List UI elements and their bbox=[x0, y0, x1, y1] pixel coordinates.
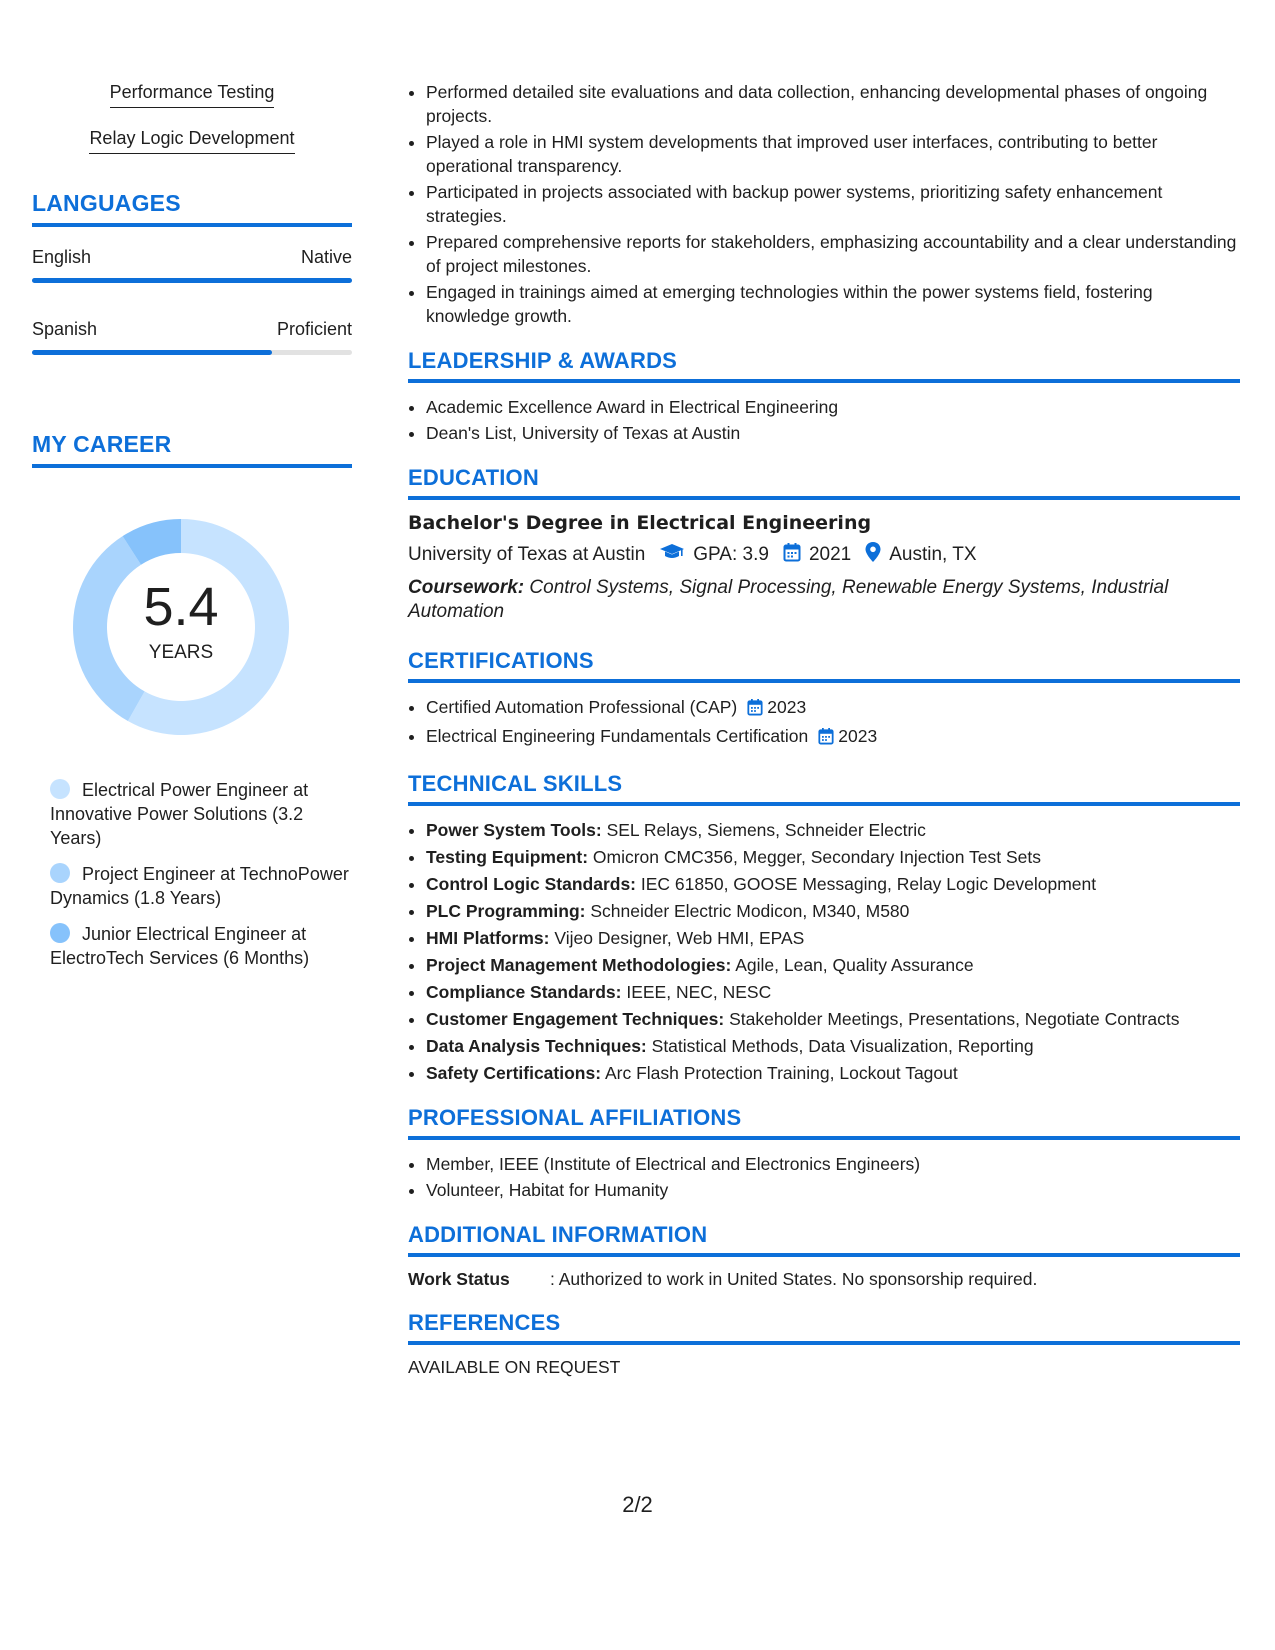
affiliation-item: • Member, IEEE (Institute of Electrical and Electronics Engineers) bbox=[426, 1152, 1240, 1176]
language-name: Spanish bbox=[32, 319, 98, 339]
skill-item: • Control Logic Standards: IEC 61850, GOOSE Messaging, Relay Logic Development bbox=[426, 872, 1240, 896]
main-column bbox=[408, 80, 1240, 1378]
work-status-row bbox=[408, 1269, 1240, 1290]
education-details bbox=[408, 542, 1240, 568]
skill-item: • Power System Tools: SEL Relays, Siemens, Schneider Electric bbox=[426, 818, 1240, 842]
career-dot-icon bbox=[50, 779, 70, 799]
experience-bullet: • Prepared comprehensive reports for stakeholders, emphasizing accountability and a clear understanding of project milestones. bbox=[426, 230, 1240, 278]
certification-item: • Certified Automation Professional (CAP) 2023 bbox=[426, 695, 1240, 722]
calendar-icon bbox=[818, 727, 834, 751]
career-item: Junior Electrical Engineer at ElectroTech Services (6 Months) bbox=[50, 924, 310, 968]
experience-bullet: • Engaged in trainings aimed at emerging technologies within the power systems field, fostering knowledge growth. bbox=[426, 280, 1240, 328]
skill-item: • Testing Equipment: Omicron CMC356, Megger, Secondary Injection Test Sets bbox=[426, 845, 1240, 869]
work-status-value: : Authorized to work in United States. No sponsorship required. bbox=[550, 1269, 1038, 1289]
gpa: GPA: 3.9 bbox=[693, 544, 769, 565]
language-item bbox=[32, 247, 352, 283]
calendar-icon bbox=[747, 698, 763, 722]
skills-list bbox=[408, 818, 1240, 1085]
certification-item: • Electrical Engineering Fundamentals Certification 2023 bbox=[426, 724, 1240, 751]
language-proficiency-fill bbox=[32, 278, 352, 283]
skill-item: • Data Analysis Techniques: Statistical Methods, Data Visualization, Reporting bbox=[426, 1034, 1240, 1058]
leadership-list bbox=[408, 395, 1240, 445]
languages-heading: LANGUAGES bbox=[32, 190, 352, 227]
coursework: Coursework: Control Systems, Signal Processing, Renewable Energy Systems, Industrial Automation bbox=[408, 577, 1169, 622]
certification-year: 2023 bbox=[838, 726, 878, 746]
affiliation-item: • Volunteer, Habitat for Humanity bbox=[426, 1178, 1240, 1202]
skill-item: • Safety Certifications: Arc Flash Protection Training, Lockout Tagout bbox=[426, 1061, 1240, 1085]
language-name: English bbox=[32, 247, 92, 267]
career-total-unit: YEARS bbox=[148, 642, 214, 663]
leadership-item: • Dean's List, University of Texas at Austin bbox=[426, 421, 1240, 445]
career-item: Electrical Power Engineer at Innovative Power Solutions (3.2 Years) bbox=[50, 780, 309, 848]
affiliations-list bbox=[408, 1152, 1240, 1202]
certifications-heading: CERTIFICATIONS bbox=[408, 648, 1240, 683]
career-dot-icon bbox=[50, 863, 70, 883]
career-list bbox=[50, 778, 352, 970]
graduation-cap-icon bbox=[659, 543, 685, 567]
graduation-year: 2021 bbox=[808, 544, 852, 565]
location-pin-icon bbox=[865, 542, 881, 568]
strength-item: Performance Testing bbox=[32, 82, 352, 108]
certification-year: 2023 bbox=[767, 697, 807, 717]
education-heading: EDUCATION bbox=[408, 465, 1240, 500]
career-item: Project Engineer at TechnoPower Dynamics (1.8 Years) bbox=[50, 864, 349, 908]
language-proficiency-bar bbox=[32, 278, 352, 283]
sidebar bbox=[32, 82, 352, 982]
references-text: AVAILABLE ON REQUEST bbox=[408, 1357, 621, 1377]
strength-item: Relay Logic Development bbox=[32, 128, 352, 154]
experience-bullets bbox=[408, 80, 1240, 328]
career-dot-icon bbox=[50, 923, 70, 943]
career-total-years: 5.4 bbox=[143, 577, 219, 637]
leadership-heading: LEADERSHIP & AWARDS bbox=[408, 348, 1240, 383]
skill-item: • Compliance Standards: IEEE, NEC, NESC bbox=[426, 980, 1240, 1004]
skills-heading: TECHNICAL SKILLS bbox=[408, 771, 1240, 806]
affiliations-heading: PROFESSIONAL AFFILIATIONS bbox=[408, 1105, 1240, 1140]
school-name: University of Texas at Austin bbox=[408, 544, 646, 565]
page-number: 2/2 bbox=[622, 1492, 653, 1517]
skill-item: • PLC Programming: Schneider Electric Modicon, M340, M580 bbox=[426, 899, 1240, 923]
language-item bbox=[32, 319, 352, 355]
certifications-list bbox=[408, 695, 1240, 751]
degree-title: Bachelor's Degree in Electrical Engineering bbox=[408, 512, 872, 534]
career-donut-chart bbox=[66, 512, 296, 742]
school-location: Austin, TX bbox=[889, 544, 977, 565]
language-proficiency-bar bbox=[32, 350, 352, 355]
language-level: Proficient bbox=[276, 319, 352, 339]
experience-bullet: • Participated in projects associated with backup power systems, prioritizing safety enhancement strategies. bbox=[426, 180, 1240, 228]
skill-item: • Customer Engagement Techniques: Stakeholder Meetings, Presentations, Negotiate Contracts bbox=[426, 1007, 1240, 1031]
career-heading: MY CAREER bbox=[32, 431, 352, 468]
experience-bullet: • Played a role in HMI system developments that improved user interfaces, contributing to better operational transparency. bbox=[426, 130, 1240, 178]
skill-item: • HMI Platforms: Vijeo Designer, Web HMI, EPAS bbox=[426, 926, 1240, 950]
calendar-icon bbox=[783, 542, 801, 568]
experience-bullet: • Performed detailed site evaluations and data collection, enhancing developmental phases of ongoing projects. bbox=[426, 80, 1240, 128]
work-status-label: Work Status bbox=[408, 1269, 510, 1289]
language-proficiency-fill bbox=[32, 350, 272, 355]
leadership-item: • Academic Excellence Award in Electrical Engineering bbox=[426, 395, 1240, 419]
additional-info-heading: ADDITIONAL INFORMATION bbox=[408, 1222, 1240, 1257]
skill-item: • Project Management Methodologies: Agile, Lean, Quality Assurance bbox=[426, 953, 1240, 977]
references-heading: REFERENCES bbox=[408, 1310, 1240, 1345]
language-level: Native bbox=[300, 247, 352, 267]
